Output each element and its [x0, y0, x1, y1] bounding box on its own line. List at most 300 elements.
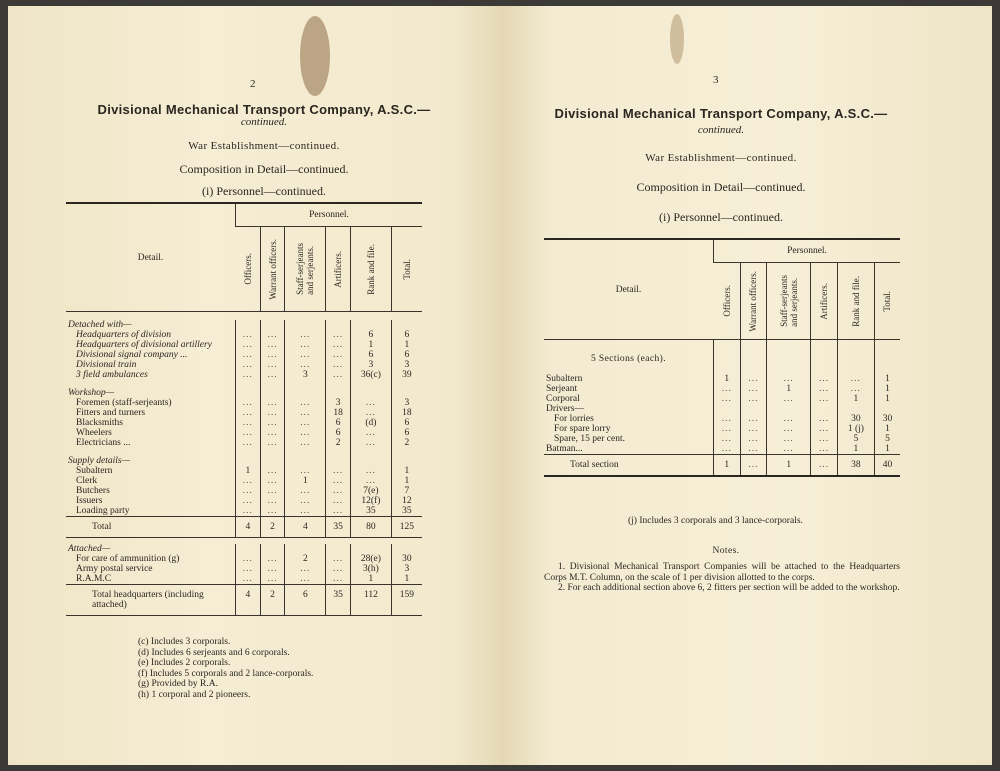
- row-cell: [874, 404, 900, 414]
- row-cell: ...: [285, 466, 326, 476]
- row-cell: [285, 380, 326, 388]
- row-cell: 35: [326, 585, 351, 616]
- row-cell: 112: [350, 585, 391, 616]
- row-cell: ...: [811, 455, 838, 477]
- table-row: [544, 444, 900, 455]
- row-cell: ...: [260, 418, 285, 428]
- row-cell: ...: [767, 434, 811, 444]
- row-cell: [326, 380, 351, 388]
- war-establishment-heading: War Establishment—continued.: [188, 140, 340, 152]
- row-cell: ...: [350, 466, 391, 476]
- row-cell: [285, 320, 326, 330]
- row-cell: ...: [236, 574, 261, 585]
- row-cell: ...: [811, 384, 838, 394]
- column-header-label: Artificers.: [333, 250, 344, 288]
- notes: [544, 562, 900, 594]
- row-cell: [740, 404, 767, 414]
- row-cell: 7(e): [350, 486, 391, 496]
- table-row: [66, 408, 422, 418]
- composition-heading: Composition in Detail—continued.: [636, 180, 806, 194]
- page-title: Divisional Mechanical Transport Company, A.S.C.—: [554, 106, 888, 121]
- row-cell: ...: [260, 408, 285, 418]
- footnote: (d) Includes 6 serjeants and 6 corporals.: [138, 647, 290, 658]
- row-cell: 1: [767, 384, 811, 394]
- table-row: [66, 574, 422, 585]
- table-row: [544, 404, 900, 414]
- row-cell: 35: [391, 506, 422, 517]
- row-cell: 28(e): [350, 554, 391, 564]
- row-label: 3 field ambulances: [76, 370, 148, 380]
- row-cell: ...: [326, 564, 351, 574]
- row-label: [66, 448, 236, 456]
- row-cell: ...: [236, 340, 261, 350]
- header-row: [66, 204, 422, 227]
- row-cell: ...: [285, 340, 326, 350]
- column-header: [260, 227, 285, 312]
- row-cell: ...: [285, 360, 326, 370]
- row-cell: 3: [350, 360, 391, 370]
- row-cell: 3(h): [350, 564, 391, 574]
- row-cell: ...: [326, 330, 351, 340]
- row-cell: ...: [236, 554, 261, 564]
- row-label: Detached with—: [68, 320, 132, 330]
- row-cell: 1: [236, 466, 261, 476]
- row-cell: 6: [326, 418, 351, 428]
- row-cell: ...: [236, 496, 261, 506]
- row-cell: [236, 320, 261, 330]
- row-label: Spare, 15 per cent.: [554, 434, 625, 444]
- footnote: (h) 1 corporal and 2 pioneers.: [138, 689, 251, 700]
- row-cell: 1: [391, 476, 422, 486]
- row-cell: 1: [391, 466, 422, 476]
- row-cell: 3: [391, 360, 422, 370]
- row-cell: 38: [837, 455, 874, 477]
- row-cell: 1: [874, 384, 900, 394]
- row-label: Fitters and turners: [76, 408, 146, 418]
- row-cell: [391, 448, 422, 456]
- column-header: [350, 227, 391, 312]
- right-table: [544, 238, 900, 477]
- row-cell: 39: [391, 370, 422, 380]
- row-cell: 6: [350, 330, 391, 340]
- row-cell: [260, 456, 285, 466]
- table-row: [66, 350, 422, 360]
- row-cell: 1 (j): [837, 424, 874, 434]
- personnel-heading: (i) Personnel—continued.: [659, 210, 783, 224]
- personnel-table: [544, 240, 900, 477]
- row-cell: ...: [714, 414, 741, 424]
- column-header: [874, 263, 900, 340]
- row-cell: [260, 388, 285, 398]
- row-cell: ...: [811, 434, 838, 444]
- row-cell: [236, 456, 261, 466]
- row-cell: [350, 388, 391, 398]
- table-row: [66, 486, 422, 496]
- row-cell: ...: [236, 564, 261, 574]
- row-cell: [285, 456, 326, 466]
- row-cell: ...: [326, 486, 351, 496]
- row-label: Headquarters of divisional artillery: [76, 340, 212, 350]
- right-footnote: (j) Includes 3 corporals and 3 lance-corporals.: [628, 516, 803, 526]
- personnel-heading: (i) Personnel—continued.: [202, 184, 326, 198]
- composition-heading: Composition in Detail—continued.: [179, 162, 349, 176]
- column-header: [236, 227, 261, 312]
- row-cell: ...: [326, 350, 351, 360]
- row-cell: [285, 448, 326, 456]
- column-header-label: Warrant officers.: [748, 270, 759, 332]
- row-cell: 6: [285, 585, 326, 616]
- row-cell: 1: [350, 340, 391, 350]
- column-header: [285, 227, 326, 312]
- row-label: Divisional signal company ...: [76, 350, 188, 360]
- row-cell: 4: [236, 585, 261, 616]
- table-row: [66, 330, 422, 340]
- row-cell: ...: [236, 438, 261, 448]
- note: 2. For each additional section above 6, 2 fitters per section will be added to the workshop.: [558, 583, 900, 593]
- row-cell: ...: [236, 370, 261, 380]
- row-label: Serjeant: [546, 384, 578, 394]
- row-cell: ...: [236, 350, 261, 360]
- row-cell: 1: [350, 574, 391, 585]
- row-cell: ...: [837, 374, 874, 384]
- row-cell: ...: [811, 424, 838, 434]
- row-cell: 4: [285, 517, 326, 538]
- row-label: Total headquarters (including attached): [66, 585, 236, 616]
- row-cell: 6: [391, 418, 422, 428]
- row-cell: ...: [260, 574, 285, 585]
- row-cell: ...: [285, 486, 326, 496]
- row-cell: ...: [260, 398, 285, 408]
- row-cell: [260, 320, 285, 330]
- row-cell: ...: [285, 438, 326, 448]
- row-cell: [236, 388, 261, 398]
- table-row: [66, 564, 422, 574]
- row-cell: ...: [285, 574, 326, 585]
- row-cell: 6: [326, 428, 351, 438]
- row-cell: 30: [874, 414, 900, 424]
- column-header: [391, 227, 422, 312]
- row-cell: ...: [285, 564, 326, 574]
- row-cell: 2: [260, 517, 285, 538]
- table-row: [66, 456, 422, 466]
- row-cell: ...: [236, 476, 261, 486]
- table-row: [66, 380, 422, 388]
- table-row: [66, 398, 422, 408]
- row-label: Issuers: [76, 496, 103, 506]
- row-label: Subaltern: [546, 374, 583, 384]
- row-cell: 6: [391, 350, 422, 360]
- row-cell: ...: [740, 384, 767, 394]
- row-cell: [326, 448, 351, 456]
- row-cell: 2: [260, 585, 285, 616]
- row-label: Foremen (staff-serjeants): [76, 398, 172, 408]
- column-header: [837, 263, 874, 340]
- header-row: [544, 240, 900, 263]
- row-cell: ...: [260, 360, 285, 370]
- notes-heading: Notes.: [712, 546, 740, 556]
- row-cell: [236, 380, 261, 388]
- row-cell: ...: [326, 340, 351, 350]
- column-header-label: Staff-serjeants and serjeants.: [295, 243, 316, 295]
- row-cell: 5: [837, 434, 874, 444]
- row-cell: ...: [714, 434, 741, 444]
- row-cell: ...: [236, 418, 261, 428]
- table-row: [544, 414, 900, 424]
- column-header: [326, 227, 351, 312]
- row-cell: [326, 456, 351, 466]
- table-row: [544, 384, 900, 394]
- row-cell: ...: [285, 428, 326, 438]
- table-row: [66, 448, 422, 456]
- row-cell: ...: [236, 330, 261, 340]
- table-row: [544, 434, 900, 444]
- row-cell: 35: [326, 517, 351, 538]
- personnel-header: Personnel.: [236, 204, 423, 227]
- row-label: Divisional train: [76, 360, 137, 370]
- title-continued: continued.: [240, 116, 288, 128]
- personnel-table: [66, 204, 422, 616]
- row-cell: ...: [236, 486, 261, 496]
- page-number: 3: [713, 74, 719, 86]
- row-cell: 1: [767, 455, 811, 477]
- table-row: [66, 360, 422, 370]
- row-label: For care of ammunition (g): [76, 554, 180, 564]
- row-cell: ...: [714, 394, 741, 404]
- row-label: Batman...: [546, 444, 583, 454]
- row-cell: [391, 544, 422, 554]
- row-cell: ...: [285, 350, 326, 360]
- row-cell: ...: [740, 434, 767, 444]
- section-heading: 5 Sections (each).: [591, 354, 666, 364]
- row-cell: (d): [350, 418, 391, 428]
- row-cell: ...: [260, 486, 285, 496]
- row-cell: 1: [391, 574, 422, 585]
- war-establishment-heading: War Establishment—continued.: [645, 152, 797, 164]
- row-cell: 2: [391, 438, 422, 448]
- left-table: [66, 202, 422, 616]
- table-row: [66, 554, 422, 564]
- row-cell: 3: [391, 564, 422, 574]
- row-cell: ...: [285, 496, 326, 506]
- row-cell: 80: [350, 517, 391, 538]
- row-cell: 1: [874, 424, 900, 434]
- row-cell: [391, 388, 422, 398]
- row-label: Clerk: [76, 476, 98, 486]
- row-cell: 1: [874, 444, 900, 455]
- right-page: [500, 6, 992, 765]
- row-cell: [350, 456, 391, 466]
- row-label: For lorries: [554, 414, 594, 424]
- row-label: Subaltern: [76, 466, 113, 476]
- row-cell: [326, 544, 351, 554]
- column-header-label: Officers.: [721, 285, 732, 317]
- row-cell: ...: [350, 428, 391, 438]
- table-row: [66, 320, 422, 330]
- row-cell: ...: [326, 466, 351, 476]
- column-header-label: Artificers.: [819, 282, 829, 320]
- row-cell: ...: [260, 350, 285, 360]
- column-header: [767, 263, 811, 340]
- row-label: For spare lorry: [554, 424, 611, 434]
- row-cell: ...: [740, 444, 767, 455]
- row-cell: ...: [714, 384, 741, 394]
- row-label: Workshop—: [68, 388, 115, 398]
- row-cell: ...: [811, 394, 838, 404]
- row-cell: [391, 456, 422, 466]
- row-cell: 2: [326, 438, 351, 448]
- row-cell: 36(c): [350, 370, 391, 380]
- table-row: [66, 496, 422, 506]
- row-cell: ...: [350, 398, 391, 408]
- table-row: [66, 418, 422, 428]
- column-header: [740, 263, 767, 340]
- table-row: [66, 544, 422, 554]
- document-spread: [8, 6, 992, 765]
- row-label: Butchers: [76, 486, 110, 496]
- row-cell: ...: [285, 408, 326, 418]
- table-row: [66, 340, 422, 350]
- table-row: [66, 585, 422, 616]
- row-cell: ...: [350, 408, 391, 418]
- row-cell: ...: [740, 455, 767, 477]
- row-cell: 1: [874, 394, 900, 404]
- row-cell: ...: [714, 424, 741, 434]
- row-cell: ...: [285, 506, 326, 517]
- row-cell: ...: [260, 370, 285, 380]
- row-cell: 3: [391, 398, 422, 408]
- row-cell: 1: [391, 340, 422, 350]
- row-cell: ...: [767, 394, 811, 404]
- column-header: [811, 263, 838, 340]
- row-cell: 4: [236, 517, 261, 538]
- row-cell: 18: [326, 408, 351, 418]
- row-cell: [350, 380, 391, 388]
- table-row: [66, 428, 422, 438]
- row-cell: ...: [285, 398, 326, 408]
- row-cell: ...: [236, 506, 261, 517]
- table-row: [66, 466, 422, 476]
- page-number: 2: [250, 78, 256, 90]
- row-cell: ...: [767, 374, 811, 384]
- stain: [300, 16, 330, 96]
- row-cell: [350, 544, 391, 554]
- spacer-row: [66, 312, 422, 321]
- column-header-label: Warrant officers.: [267, 238, 278, 300]
- row-cell: ...: [326, 496, 351, 506]
- left-page: [8, 6, 500, 765]
- footnote: (c) Includes 3 corporals.: [138, 637, 231, 647]
- row-cell: ...: [714, 444, 741, 455]
- row-label: Attached—: [68, 544, 111, 554]
- row-cell: 40: [874, 455, 900, 477]
- row-cell: [285, 544, 326, 554]
- row-cell: ...: [326, 506, 351, 517]
- footnote: (f) Includes 5 corporals and 2 lance-corporals.: [138, 668, 314, 679]
- row-cell: ...: [326, 370, 351, 380]
- row-cell: ...: [350, 438, 391, 448]
- row-cell: ...: [767, 444, 811, 455]
- row-cell: 3: [285, 370, 326, 380]
- row-cell: ...: [260, 496, 285, 506]
- row-cell: ...: [811, 374, 838, 384]
- row-cell: 1: [874, 374, 900, 384]
- row-cell: ...: [236, 408, 261, 418]
- row-cell: 1: [837, 394, 874, 404]
- personnel-header: Personnel.: [714, 240, 901, 263]
- row-label: R.A.M.C: [76, 574, 112, 584]
- row-cell: ...: [326, 476, 351, 486]
- row-cell: 125: [391, 517, 422, 538]
- row-cell: 7: [391, 486, 422, 496]
- row-label: Supply details—: [68, 456, 131, 466]
- table-row: [66, 476, 422, 486]
- row-cell: [260, 544, 285, 554]
- column-header-label: Total.: [882, 290, 893, 312]
- row-cell: 12(f): [350, 496, 391, 506]
- row-cell: [811, 404, 838, 414]
- row-cell: 6: [350, 350, 391, 360]
- table-row: [544, 424, 900, 434]
- row-label: Headquarters of division: [76, 330, 171, 340]
- row-cell: ...: [285, 330, 326, 340]
- row-cell: ...: [236, 398, 261, 408]
- row-label: [66, 380, 236, 388]
- row-cell: ...: [236, 428, 261, 438]
- column-header-label: Staff-serjeants and serjeants.: [778, 275, 799, 327]
- row-cell: ...: [260, 564, 285, 574]
- row-cell: 1: [714, 455, 741, 477]
- row-cell: 1: [714, 374, 741, 384]
- table-row: [66, 438, 422, 448]
- row-label: Army postal service: [76, 564, 153, 574]
- row-cell: ...: [285, 418, 326, 428]
- row-cell: ...: [740, 374, 767, 384]
- title-continued: continued.: [697, 124, 745, 136]
- row-cell: 159: [391, 585, 422, 616]
- table-row: [544, 455, 900, 477]
- footnote: (g) Provided by R.A.: [138, 679, 218, 689]
- row-cell: 5: [874, 434, 900, 444]
- row-cell: [391, 320, 422, 330]
- row-cell: [326, 388, 351, 398]
- row-cell: ...: [326, 360, 351, 370]
- row-cell: 18: [391, 408, 422, 418]
- row-label: Wheelers: [76, 428, 112, 438]
- row-cell: 3: [326, 398, 351, 408]
- row-cell: 6: [391, 330, 422, 340]
- row-label: Electricians ...: [76, 438, 131, 448]
- row-cell: ...: [260, 506, 285, 517]
- row-cell: [837, 404, 874, 414]
- row-cell: 1: [285, 476, 326, 486]
- row-cell: [260, 448, 285, 456]
- row-cell: ...: [326, 554, 351, 564]
- row-cell: ...: [811, 444, 838, 455]
- detail-header: Detail.: [66, 204, 236, 312]
- row-cell: ...: [326, 574, 351, 585]
- row-cell: 30: [837, 414, 874, 424]
- column-header-label: Rank and file.: [850, 275, 861, 327]
- row-cell: 6: [391, 428, 422, 438]
- row-cell: ...: [837, 384, 874, 394]
- column-header-label: Rank and file.: [365, 243, 376, 295]
- stain: [670, 14, 684, 64]
- row-label: Total section: [544, 455, 714, 477]
- column-header: [714, 263, 741, 340]
- row-cell: ...: [260, 438, 285, 448]
- row-cell: [236, 544, 261, 554]
- left-footnotes: [138, 637, 313, 700]
